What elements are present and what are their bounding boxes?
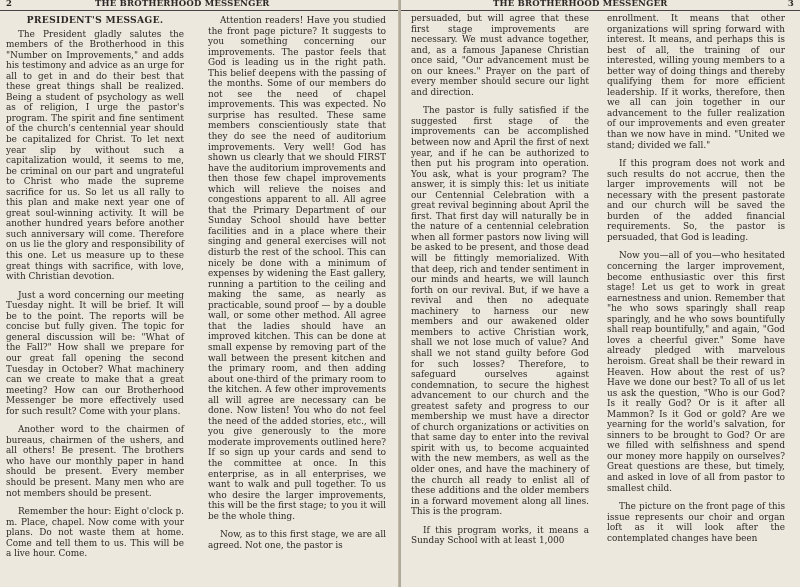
paragraph: Remember the hour: Eight o'clock p. m. Place, chapel. Now come with your plans. Do not waste them at home. Come and tell them to us. This will be a live hour. Come. [6,507,184,560]
paragraph: The pastor is fully satisfied if the suggested first stage of the improvements can be accomplished between now and April the first of next year, and if he can be authorized to then put his program into operation. You ask, what is your program? The answer, it is simply this: let us initiate our Centennial Celebration with a great revival beginning about April the first. That first day will naturally be in the nature of a centennial celebration when all former pastors now living will be asked to be present, and those dead will be fittingly memorialized. With that deep, rich and tender sentiment in our minds and hearts, we will launch forth on our revival. But, if we have a revival and then no adequate machinery to harness our new members and our awakened older members to active Christian work, shall we not lose much of value? And shall we not stand guilty before God for such losses? Therefore, to safeguard ourselves against condemnation, to secure the highest advancement to our church and the greatest safety and progress to our membership we must have a director of church organizations or activities on that same day to enter into the revival spirit with us, to become acquainted with the new members, as well as the older ones, and have the machinery of the church all ready to enlist all of these additions and the older members in a forward movement along all lines. This is the program. [411,106,589,518]
running-title: THE BROTHERHOOD MESSENGER [95,0,270,9]
paragraph: Attention readers! Have you studied the front page picture? It suggests to you something concerning our improvements. The pastor feels that God is leading us in the right path. This belief deepens with the passing of the months. Some of our members do not see the need of chapel improvements. This was expected. No surprise has resulted. These same members conscientiously state that they do see the need of auditorium improvements. Very well! God has shown us clearly that we should FIRST have the auditorium improvements and then those few chapel improvements which will relieve the noises and congestions apparent to all. All agree that the Primary Department of our Sunday School should have better facilities and in a place where their singing and general exercises will not disturb the rest of the school. This can nicely be done with a minimum of expenses by widening the East gallery, running a partition to the ceiling and making the same, as nearly as practicable, sound proof — by a double wall, or some other method. All agree that the ladies should have an improved kitchen. This can be done at small expense by removing part of the wall between the present kitchen and the primary room, and then adding about one-third of the primary room to the kitchen. A few other improvements all will agree are necessary can be done. Now listen! You who do not feel the need of the added stories, etc., will you give generously to the more moderate improvements outlined here? If so sign up your cards and send to the committee at once. In this enterprise, as in all enterprises, we want to walk and pull together. To us who desire the larger improvements, this will be the first stage; to you it will be the whole thing. [208,16,386,522]
paragraph: Just a word concerning our meeting Tuesday night. It will be brief. It will be to the point. The reports will be concise but fully given. The topic for general discussion will be: "What of the Fall?" How shall we prepare for our great fall opening the second Tuesday in October? What machinery can we create to make that a great meeting? How can our Brotherhood Messenger be more effectively used for such result? Come with your plans. [6,290,184,417]
running-title: THE BROTHERHOOD MESSENGER [493,0,668,9]
article-heading: PRESIDENT'S MESSAGE. [26,15,164,26]
paragraph: If this program does not work and such results do not accrue, then the larger improvements will not be necessary with the present pastorate and our church will be saved the burden of the added financial requirements. So, the pastor is persuaded, that God is leading. [607,159,785,243]
paragraph: The picture on the front page of this issue represents our choir and organ loft as it will look after the contemplated changes have been [607,502,785,544]
paragraph: Now you—all of you—who hesitated concerning the larger improvement, become enthusiastic over this first stage! Let us get to work in great earnestness and union. Remember that "he who sows sparingly shall reap sparingly, and he who sows bountifully shall reap bountifully," and again, "God loves a cheerful giver." Some have already pledged with marvelous heroism. Great shall be their reward in Heaven. How about the rest of us? Have we done our best? To all of us let us ask the question, "Who is our God? Is it really God? Or is it after all Mammon? Is it God or gold? Are we yearning for the world's salvation, for sinners to be brought to God? Or are we filled with selfishness and spend our money more happily on ourselves? Great questions are these, but timely, and asked in love of all from pastor to smallest child. [607,251,785,494]
paragraph: enrollment. It means that other organizations will spring forward with interest. It means, and perhaps this is best of all, the training of our interested, willing young members to a better way of doing things and thereby qualifying them for more efficient leadership. If it works, therefore, then we all can join together in our advancement to the fuller realization of our improvements and even greater than we now have in mind. "United we stand; divided we fall." [607,14,785,151]
left-column-1 [6,16,184,568]
left-page-header [0,0,399,11]
paragraph: If this program works, it means a Sunday School with at least 1,000 [411,525,589,547]
page-number: 3 [787,0,794,9]
right-column-2 [607,14,785,552]
paragraph: Another word to the chairmen of bureaus, chairmen of the ushers, and all others! Be present. The brothers who have our monthly paper in hand should be present. Every member should be present. Many men who are not members should be present. [6,425,184,499]
page-number: 2 [6,0,13,9]
right-page-header [401,0,800,11]
left-column-2 [208,16,386,559]
paragraph: The President gladly salutes the members of the Brotherhood in this "Number on Improvements," and adds his testimony and advice as an urge for all to get in and do their best that these great things shall be realized. Being a student of psychology as well as of religion, I urge the pastor's program. The spirit and fine sentiment of the church's centennial year should be capitalized for Christ. To let next year slip by without such a capitalization would, it seems to me, be criminal on our part and ungrateful to Christ who made the supreme sacrifice for us. So let us all rally to this plan and make next year one of great soul-winning activity. It will be another hundred years before another such anniversary will come. Therefore on us lie the glory and responsibility of this one. Let us measure up to these great things with sacrifice, with love, with Christian devotion. [6,29,184,283]
left-page [0,0,399,587]
right-page [401,0,800,587]
paragraph: Now, as to this first stage, we are all agreed. Not one, the pastor is [208,530,386,551]
paragraph: persuaded, but will agree that these first stage improvements are necessary. We must advance together, and, as a famous Japanese Christian once said, "Our advancement must be on our knees." Prayer on the part of every member should secure our light and direction. [411,14,589,98]
right-column-1 [411,14,589,555]
